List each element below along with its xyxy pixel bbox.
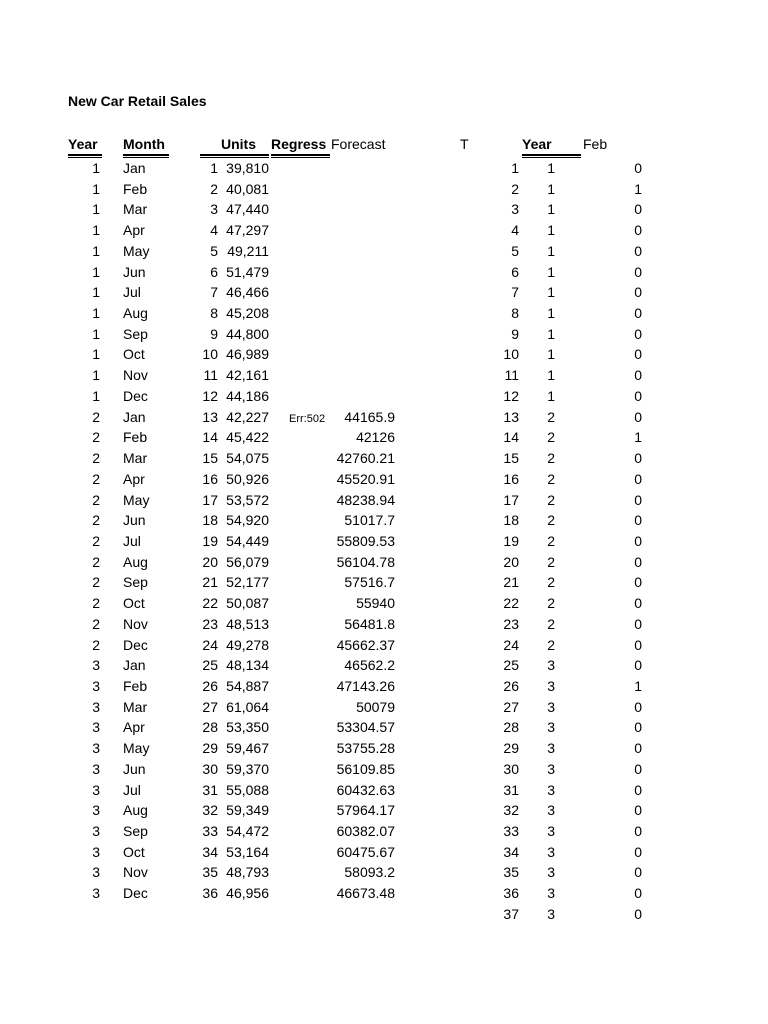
cell-units: 50,087: [226, 595, 269, 612]
cell-year-right: 1: [547, 387, 555, 404]
header-underline: [200, 154, 269, 156]
cell-year: 3: [92, 719, 100, 736]
cell-t: 13: [503, 408, 519, 425]
cell-year: 1: [92, 305, 100, 322]
cell-period: 25: [202, 657, 218, 674]
cell-forecast: 47143.26: [336, 678, 395, 694]
cell-period: 33: [202, 823, 218, 840]
cell-year: 2: [92, 450, 100, 467]
cell-year-right: 1: [547, 242, 555, 259]
cell-period: 23: [202, 615, 218, 632]
cell-units: 48,793: [226, 864, 269, 881]
cell-year: 1: [92, 325, 100, 342]
cell-units: 54,887: [226, 678, 269, 694]
cell-year: 2: [92, 429, 100, 446]
cell-t: 22: [503, 595, 519, 612]
cell-forecast: 60475.67: [336, 843, 395, 860]
cell-year-right: 3: [547, 905, 555, 922]
cell-month: Aug: [123, 305, 148, 322]
cell-forecast: 60432.63: [336, 781, 395, 798]
cell-t: 20: [503, 553, 519, 570]
cell-year-right: 1: [547, 222, 555, 239]
cell-units: 54,472: [226, 823, 269, 840]
cell-year-right: 2: [547, 595, 555, 612]
cell-units: 42,161: [226, 367, 269, 384]
cell-units: 44,800: [226, 325, 269, 342]
cell-period: 13: [202, 408, 218, 425]
cell-period: 10: [202, 346, 218, 363]
cell-year: 1: [92, 201, 100, 218]
cell-month: Jan: [123, 408, 146, 425]
cell-forecast: 56109.85: [336, 760, 395, 777]
cell-t: 5: [511, 242, 519, 259]
cell-period: 6: [210, 263, 218, 280]
cell-units: 47,440: [226, 201, 269, 218]
cell-month: Jun: [123, 263, 146, 280]
cell-year-right: 1: [547, 263, 555, 280]
cell-year: 2: [92, 574, 100, 591]
cell-units: 59,349: [226, 802, 269, 819]
header-units: Units: [221, 136, 256, 152]
cell-feb-dummy: 0: [634, 905, 642, 922]
cell-period: 21: [202, 574, 218, 591]
cell-units: 54,920: [226, 512, 269, 529]
cell-month: Nov: [123, 864, 148, 881]
cell-month: Feb: [123, 678, 148, 694]
cell-units: 56,079: [226, 553, 269, 570]
cell-year-right: 1: [547, 201, 555, 218]
cell-year: 2: [92, 512, 100, 529]
cell-units: 49,211: [227, 242, 269, 259]
cell-year-right: 1: [547, 160, 555, 176]
cell-forecast: 55809.53: [336, 532, 395, 549]
cell-feb-dummy: 0: [634, 408, 642, 425]
header-month: Month: [123, 136, 165, 152]
cell-year-right: 1: [547, 180, 555, 197]
cell-feb-dummy: 0: [634, 242, 642, 259]
cell-t: 6: [511, 263, 519, 280]
cell-units: 46,466: [226, 284, 269, 301]
cell-year-right: 3: [547, 740, 555, 757]
cell-year: 2: [92, 553, 100, 570]
cell-feb-dummy: 0: [634, 512, 642, 529]
cell-year-right: 3: [547, 823, 555, 840]
cell-t: 35: [503, 864, 519, 881]
cell-t: 4: [511, 222, 519, 239]
cell-period: 15: [202, 450, 218, 467]
cell-feb-dummy: 0: [634, 367, 642, 384]
header-underline: [68, 157, 102, 158]
cell-feb-dummy: 0: [634, 595, 642, 612]
header-underline: [68, 154, 102, 156]
cell-year: 3: [92, 843, 100, 860]
cell-t: 16: [503, 470, 519, 487]
cell-month: Nov: [123, 615, 148, 632]
cell-month: Apr: [123, 470, 145, 487]
cell-year: 3: [92, 760, 100, 777]
cell-t: 14: [503, 429, 519, 446]
cell-units: 61,064: [226, 698, 269, 715]
cell-period: 12: [202, 387, 218, 404]
cell-year: 1: [92, 180, 100, 197]
cell-t: 11: [504, 367, 519, 384]
cell-units: 45,422: [226, 429, 269, 446]
cell-year: 1: [92, 263, 100, 280]
cell-forecast: 55940: [356, 595, 395, 612]
cell-year-right: 1: [547, 284, 555, 301]
cell-t: 1: [511, 160, 519, 176]
cell-month: Jul: [123, 532, 141, 549]
cell-month: Oct: [123, 595, 145, 612]
cell-feb-dummy: 0: [634, 222, 642, 239]
cell-year: 2: [92, 408, 100, 425]
cell-year: 3: [92, 740, 100, 757]
cell-month: Feb: [123, 429, 148, 446]
cell-feb-dummy: 0: [634, 346, 642, 363]
header-underline: [522, 157, 581, 158]
cell-year-right: 3: [547, 719, 555, 736]
cell-month: Jun: [123, 760, 146, 777]
cell-forecast: 53304.57: [336, 719, 395, 736]
cell-period: 5: [210, 242, 218, 259]
cell-forecast: 57516.7: [344, 574, 395, 591]
header-feb: Feb: [583, 136, 608, 152]
cell-month: May: [123, 740, 150, 757]
cell-month: Jan: [123, 657, 146, 674]
cell-forecast: 50079: [356, 698, 395, 715]
header-underline: [123, 157, 169, 158]
cell-units: 59,370: [226, 760, 269, 777]
cell-year-right: 2: [547, 450, 555, 467]
cell-forecast: 44165.9: [344, 408, 395, 425]
cell-t: 28: [503, 719, 519, 736]
cell-year: 1: [92, 346, 100, 363]
cell-feb-dummy: 0: [634, 864, 642, 881]
cell-regress-error: Err:502: [289, 412, 326, 425]
cell-year: 1: [92, 160, 100, 176]
cell-year-right: 3: [547, 678, 555, 694]
cell-year-right: 3: [547, 781, 555, 798]
cell-units: 39,810: [226, 160, 269, 176]
cell-feb-dummy: 0: [634, 491, 642, 508]
cell-forecast: 53755.28: [336, 740, 395, 757]
cell-feb-dummy: 1: [634, 180, 642, 197]
cell-feb-dummy: 0: [634, 843, 642, 860]
cell-year-right: 2: [547, 636, 555, 653]
cell-units: 42,227: [226, 408, 269, 425]
cell-year: 3: [92, 678, 100, 694]
cell-units: 55,088: [226, 781, 269, 798]
cell-units: 54,075: [226, 450, 269, 467]
cell-month: Jul: [123, 781, 141, 798]
cell-period: 18: [202, 512, 218, 529]
cell-units: 52,177: [226, 574, 269, 591]
cell-period: 36: [202, 885, 218, 902]
header-year: Year: [68, 136, 98, 152]
cell-units: 46,989: [226, 346, 269, 363]
cell-t: 29: [503, 740, 519, 757]
cell-month: May: [123, 491, 150, 508]
cell-forecast: 42126: [356, 429, 395, 446]
cell-feb-dummy: 0: [634, 636, 642, 653]
cell-t: 21: [503, 574, 519, 591]
cell-feb-dummy: 0: [634, 532, 642, 549]
cell-month: Mar: [123, 450, 148, 467]
cell-year: 3: [92, 885, 100, 902]
cell-year-right: 3: [547, 885, 555, 902]
cell-year-right: 2: [547, 532, 555, 549]
cell-period: 4: [210, 222, 218, 239]
cell-forecast: 46673.48: [336, 885, 395, 902]
cell-year: 1: [92, 284, 100, 301]
cell-units: 40,081: [226, 180, 269, 197]
cell-feb-dummy: 0: [634, 305, 642, 322]
cell-forecast: 56104.78: [336, 553, 395, 570]
cell-year: 2: [92, 470, 100, 487]
cell-t: 33: [503, 823, 519, 840]
cell-forecast: 51017.7: [344, 512, 395, 529]
cell-year: 2: [92, 615, 100, 632]
cell-units: 48,513: [226, 615, 269, 632]
cell-feb-dummy: 0: [634, 657, 642, 674]
cell-t: 10: [503, 346, 519, 363]
cell-month: Oct: [123, 346, 145, 363]
cell-period: 11: [203, 367, 218, 384]
cell-units: 46,956: [226, 885, 269, 902]
cell-year-right: 2: [547, 553, 555, 570]
cell-t: 31: [503, 781, 519, 798]
cell-feb-dummy: 0: [634, 263, 642, 280]
cell-t: 27: [503, 698, 519, 715]
cell-year-right: 1: [547, 305, 555, 322]
cell-forecast: 45520.91: [336, 470, 395, 487]
cell-year-right: 2: [547, 615, 555, 632]
cell-period: 26: [202, 678, 218, 694]
cell-year-right: 2: [547, 470, 555, 487]
header-t: T: [460, 136, 469, 152]
cell-period: 8: [210, 305, 218, 322]
cell-feb-dummy: 0: [634, 781, 642, 798]
cell-t: 7: [511, 284, 519, 301]
cell-period: 34: [202, 843, 218, 860]
cell-feb-dummy: 1: [634, 678, 642, 694]
cell-year-right: 2: [547, 491, 555, 508]
cell-t: 3: [511, 201, 519, 218]
cell-t: 15: [503, 450, 519, 467]
cell-t: 12: [503, 387, 519, 404]
cell-t: 8: [511, 305, 519, 322]
cell-year-right: 3: [547, 760, 555, 777]
cell-period: 24: [202, 636, 218, 653]
cell-feb-dummy: 0: [634, 574, 642, 591]
cell-month: Jan: [123, 160, 146, 176]
cell-feb-dummy: 0: [634, 760, 642, 777]
cell-month: Apr: [123, 222, 145, 239]
cell-feb-dummy: 0: [634, 885, 642, 902]
cell-t: 30: [503, 760, 519, 777]
cell-t: 32: [503, 802, 519, 819]
cell-units: 53,164: [226, 843, 269, 860]
cell-t: 36: [503, 885, 519, 902]
cell-year: 3: [92, 823, 100, 840]
cell-year: 1: [92, 387, 100, 404]
cell-year-right: 2: [547, 429, 555, 446]
cell-feb-dummy: 0: [634, 387, 642, 404]
cell-feb-dummy: 0: [634, 284, 642, 301]
header-underline: [522, 154, 581, 156]
cell-t: 17: [503, 491, 519, 508]
cell-year: 2: [92, 595, 100, 612]
header-underline: [200, 157, 269, 158]
cell-feb-dummy: 0: [634, 615, 642, 632]
cell-month: Dec: [123, 885, 148, 902]
cell-month: Dec: [123, 636, 148, 653]
header-underline: [123, 154, 169, 156]
cell-period: 22: [202, 595, 218, 612]
cell-year-right: 3: [547, 657, 555, 674]
cell-year-right: 1: [547, 325, 555, 342]
cell-month: Mar: [123, 201, 148, 218]
cell-month: Mar: [123, 698, 148, 715]
header-year-right: Year: [522, 136, 552, 152]
cell-forecast: 60382.07: [336, 823, 395, 840]
cell-period: 1: [210, 160, 218, 176]
cell-feb-dummy: 0: [634, 698, 642, 715]
cell-year: 1: [92, 222, 100, 239]
cell-forecast: 45662.37: [336, 636, 395, 653]
cell-t: 26: [503, 678, 519, 694]
cell-feb-dummy: 0: [634, 553, 642, 570]
cell-t: 25: [503, 657, 519, 674]
cell-year-right: 1: [547, 367, 555, 384]
cell-units: 48,134: [226, 657, 269, 674]
cell-month: Aug: [123, 553, 148, 570]
cell-month: Sep: [123, 823, 148, 840]
cell-feb-dummy: 0: [634, 160, 642, 176]
cell-t: 23: [503, 615, 519, 632]
cell-year: 2: [92, 532, 100, 549]
cell-period: 20: [202, 553, 218, 570]
cell-period: 19: [202, 532, 218, 549]
cell-year: 2: [92, 491, 100, 508]
cell-month: Jul: [123, 284, 141, 301]
cell-period: 3: [210, 201, 218, 218]
cell-period: 27: [202, 698, 218, 715]
cell-units: 49,278: [226, 636, 269, 653]
cell-year: 3: [92, 802, 100, 819]
cell-feb-dummy: 0: [634, 802, 642, 819]
cell-t: 19: [503, 532, 519, 549]
cell-year-right: 3: [547, 843, 555, 860]
cell-period: 9: [210, 325, 218, 342]
cell-period: 31: [202, 781, 218, 798]
cell-year: 3: [92, 864, 100, 881]
cell-period: 30: [202, 760, 218, 777]
cell-forecast: 42760.21: [336, 450, 395, 467]
cell-units: 51,479: [226, 263, 269, 280]
cell-units: 59,467: [226, 740, 269, 757]
cell-year-right: 2: [547, 574, 555, 591]
cell-year-right: 2: [547, 512, 555, 529]
cell-period: 7: [210, 284, 218, 301]
cell-t: 37: [503, 905, 519, 922]
cell-month: Aug: [123, 802, 148, 819]
cell-feb-dummy: 0: [634, 470, 642, 487]
cell-year-right: 2: [547, 408, 555, 425]
cell-year-right: 3: [547, 864, 555, 881]
cell-month: May: [123, 242, 150, 259]
cell-year: 2: [92, 636, 100, 653]
header-regress: Regress: [271, 136, 327, 152]
cell-feb-dummy: 0: [634, 719, 642, 736]
cell-year: 3: [92, 657, 100, 674]
cell-t: 18: [503, 512, 519, 529]
cell-period: 17: [202, 491, 218, 508]
cell-period: 28: [202, 719, 218, 736]
sheet-title: New Car Retail Sales: [68, 93, 207, 109]
cell-period: 16: [202, 470, 218, 487]
cell-year-right: 1: [547, 346, 555, 363]
header-forecast: Forecast: [331, 136, 386, 152]
cell-year: 1: [92, 242, 100, 259]
cell-month: Oct: [123, 843, 145, 860]
cell-feb-dummy: 0: [634, 450, 642, 467]
cell-period: 14: [202, 429, 218, 446]
cell-period: 35: [202, 864, 218, 881]
cell-year: 3: [92, 781, 100, 798]
cell-year: 1: [92, 367, 100, 384]
cell-month: Jun: [123, 512, 146, 529]
cell-units: 47,297: [226, 222, 269, 239]
header-underline: [271, 157, 330, 158]
header-underline: [271, 154, 330, 156]
cell-month: Dec: [123, 387, 148, 404]
cell-units: 50,926: [226, 470, 269, 487]
cell-t: 24: [503, 636, 519, 653]
cell-month: Sep: [123, 574, 148, 591]
cell-units: 44,186: [226, 387, 269, 404]
cell-forecast: 48238.94: [336, 491, 395, 508]
cell-period: 32: [202, 802, 218, 819]
cell-t: 2: [511, 180, 519, 197]
cell-forecast: 57964.17: [336, 802, 395, 819]
cell-t: 34: [503, 843, 519, 860]
cell-feb-dummy: 0: [634, 823, 642, 840]
cell-forecast: 46562.2: [344, 657, 395, 674]
cell-units: 53,572: [226, 491, 269, 508]
cell-month: Feb: [123, 180, 148, 197]
cell-year: 3: [92, 698, 100, 715]
cell-feb-dummy: 0: [634, 325, 642, 342]
cell-feb-dummy: 1: [634, 429, 642, 446]
cell-year-right: 3: [547, 698, 555, 715]
cell-units: 45,208: [226, 305, 269, 322]
cell-year-right: 3: [547, 802, 555, 819]
cell-feb-dummy: 0: [634, 201, 642, 218]
cell-month: Nov: [123, 367, 148, 384]
cell-period: 29: [202, 740, 218, 757]
cell-feb-dummy: 0: [634, 740, 642, 757]
cell-month: Apr: [123, 719, 145, 736]
cell-t: 9: [511, 325, 519, 342]
cell-month: Sep: [123, 325, 148, 342]
cell-units: 54,449: [226, 532, 269, 549]
cell-units: 53,350: [226, 719, 269, 736]
cell-period: 2: [210, 180, 218, 197]
cell-forecast: 58093.2: [344, 864, 395, 881]
cell-forecast: 56481.8: [344, 615, 395, 632]
